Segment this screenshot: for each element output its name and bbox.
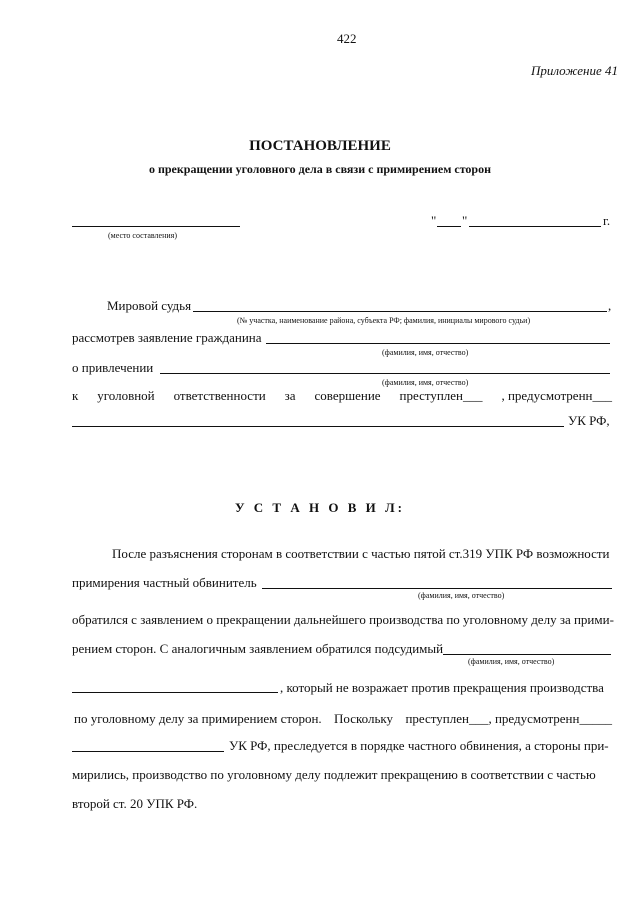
applicant-label: рассмотрев заявление гражданина (72, 330, 262, 345)
uk-label: УК РФ, (568, 413, 610, 428)
uk-article-line[interactable] (72, 426, 564, 427)
document-subtitle: о прекращении уголовного дела в связи с примирением сторон (148, 162, 492, 176)
date-year-suffix: г. (603, 213, 611, 228)
judge-line[interactable] (193, 311, 607, 312)
liability-word: к (72, 388, 79, 403)
established-heading: У С Т А Н О В И Л: (234, 500, 405, 515)
place-caption: (место составления) (108, 231, 177, 240)
body-line-7: УК РФ, преследуется в порядке частного обвинения, а стороны при- (229, 738, 609, 753)
date-day-line[interactable] (437, 226, 461, 227)
judge-caption: (№ участка, наименование района, субъекта РФ; фамилия, инициалы мирового судьи) (237, 316, 531, 325)
body-caption-1: (фамилия, имя, отчество) (418, 591, 505, 600)
body-line-6-b: Поскольку (334, 711, 394, 726)
place-line[interactable] (72, 226, 240, 227)
body-line-4-label: рением сторон. С аналогичным заявлением обратился подсудимый (72, 641, 444, 656)
liability-line (72, 388, 612, 404)
document-title: ПОСТАНОВЛЕНИЕ (249, 138, 391, 154)
body-line-6 (74, 711, 612, 727)
bringing-line[interactable] (160, 373, 610, 374)
date-quote-close: " (462, 213, 468, 228)
applicant-line[interactable] (266, 343, 610, 344)
body-line-8: мирились, производство по уголовному делу подлежит прекращению в соответствии с частью (72, 767, 596, 782)
liability-word: за (284, 388, 296, 403)
body-line-6-c: преступлен___, предусмотренн_____ (405, 711, 612, 726)
page-number: 422 (337, 31, 357, 46)
bringing-caption: (фамилия, имя, отчество) (382, 378, 469, 387)
appendix-label: Приложение 41 (530, 63, 618, 78)
body-line-2-label: примирения частный обвинитель (72, 575, 257, 590)
private-accuser-line[interactable] (262, 588, 612, 589)
liability-word: , предусмотренн___ (501, 388, 612, 403)
judge-comma: , (608, 298, 612, 313)
judge-label: Мировой судья (107, 298, 192, 313)
liability-word: уголовной (97, 388, 155, 403)
body-line-6-a: по уголовному делу за примирением сторон. (74, 711, 322, 726)
body-caption-2: (фамилия, имя, отчество) (468, 657, 555, 666)
liability-word: совершение (314, 388, 381, 403)
defendant-name-line[interactable] (72, 692, 278, 693)
body-line-9: второй ст. 20 УПК РФ. (72, 796, 198, 811)
body-line-5: , который не возражает против прекращения производства (280, 680, 604, 695)
liability-word: ответственности (173, 388, 266, 403)
liability-word: преступлен___ (399, 388, 483, 403)
date-month-line[interactable] (469, 226, 601, 227)
applicant-caption: (фамилия, имя, отчество) (382, 348, 469, 357)
article-line[interactable] (72, 751, 224, 752)
defendant-line[interactable] (443, 654, 611, 655)
date-quote-open: " (431, 213, 437, 228)
body-line-3: обратился с заявлением о прекращении дальнейшего производства по уголовному делу за прими- (72, 612, 614, 627)
bringing-label: о привлечении (72, 360, 154, 375)
body-line-1: После разъяснения сторонам в соответствии с частью пятой ст.319 УПК РФ возможности (112, 546, 610, 561)
